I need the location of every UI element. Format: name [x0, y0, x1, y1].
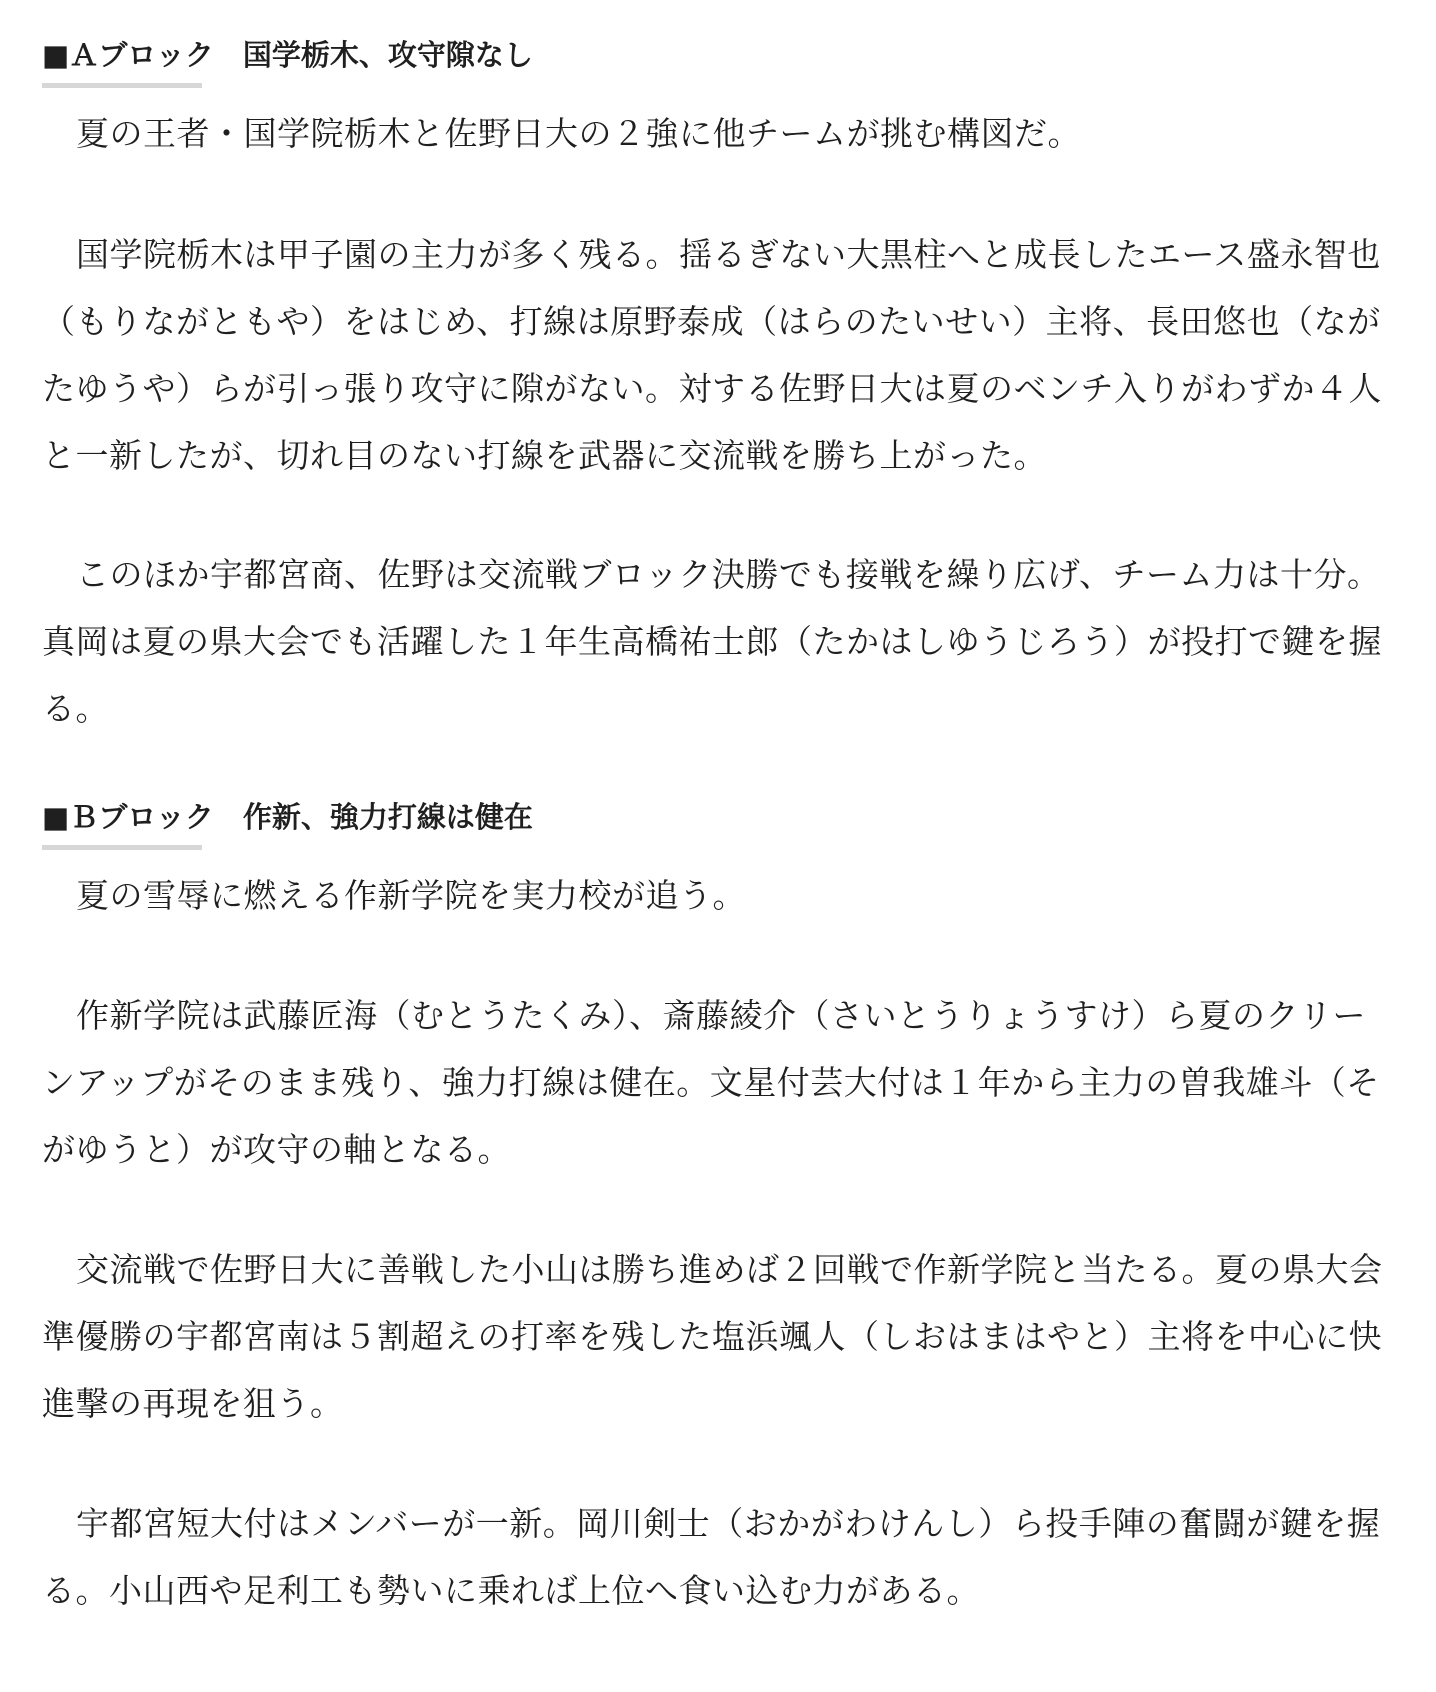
paragraph: [42, 541, 1397, 742]
section-heading-a-text: ■Ａブロック 国学栃木、攻守隙なし: [42, 38, 533, 72]
paragraph-text: 夏の王者・国学院栃木と佐野日大の２強に他チームが挑む構図だ。: [76, 114, 1081, 153]
paragraph-text: 宇都宮短大付はメンバーが一新。岡川剣士（おかがわけんし）ら投手陣の奮闘が鍵を握る。小山西や足利工も勢いに乗れば上位へ食い込む力がある。: [42, 1504, 1381, 1610]
heading-underline: [42, 845, 202, 850]
paragraph: [42, 100, 1397, 167]
section-heading-a: [42, 28, 1397, 82]
paragraph: [42, 1236, 1397, 1437]
heading-underline: [42, 83, 202, 88]
article-body: [42, 28, 1397, 1624]
paragraph-text: 交流戦で佐野日大に善戦した小山は勝ち進めば２回戦で作新学院と当たる。夏の県大会準優勝の宇都宮南は５割超えの打率を残した塩浜颯人（しおはまはやと）主将を中心に快進撃の再現を狙う。: [42, 1250, 1383, 1423]
paragraph: [42, 982, 1397, 1183]
paragraph-text: 夏の雪辱に燃える作新学院を実力校が追う。: [76, 876, 746, 915]
section-heading-b: [42, 790, 1397, 844]
section-heading-b-text: ■Ｂブロック 作新、強力打線は健在: [42, 800, 533, 834]
paragraph: [42, 862, 1397, 929]
paragraph-text: 作新学院は武藤匠海（むとうたくみ）、斎藤綾介（さいとうりょうすけ）ら夏のクリーンアップがそのまま残り、強力打線は健在。文星付芸大付は１年から主力の曽我雄斗（そがゆうと）が攻守の軸となる。: [42, 996, 1380, 1169]
paragraph-text: このほか宇都宮商、佐野は交流戦ブロック決勝でも接戦を繰り広げ、チーム力は十分。真岡は夏の県大会でも活躍した１年生高橋祐士郎（たかはしゆうじろう）が投打で鍵を握る。: [42, 555, 1382, 728]
paragraph-text: 国学院栃木は甲子園の主力が多く残る。揺るぎない大黒柱へと成長したエース盛永智也（もりながともや）をはじめ、打線は原野泰成（はらのたいせい）主将、長田悠也（ながたゆうや）らが引っ張り攻守に隙がない。対する佐野日大は夏のベンチ入りがわずか４人と一新したが、切れ目のない打線を武器に交流戦を勝ち上がった。: [42, 235, 1382, 475]
paragraph: [42, 221, 1397, 489]
paragraph: [42, 1490, 1397, 1624]
